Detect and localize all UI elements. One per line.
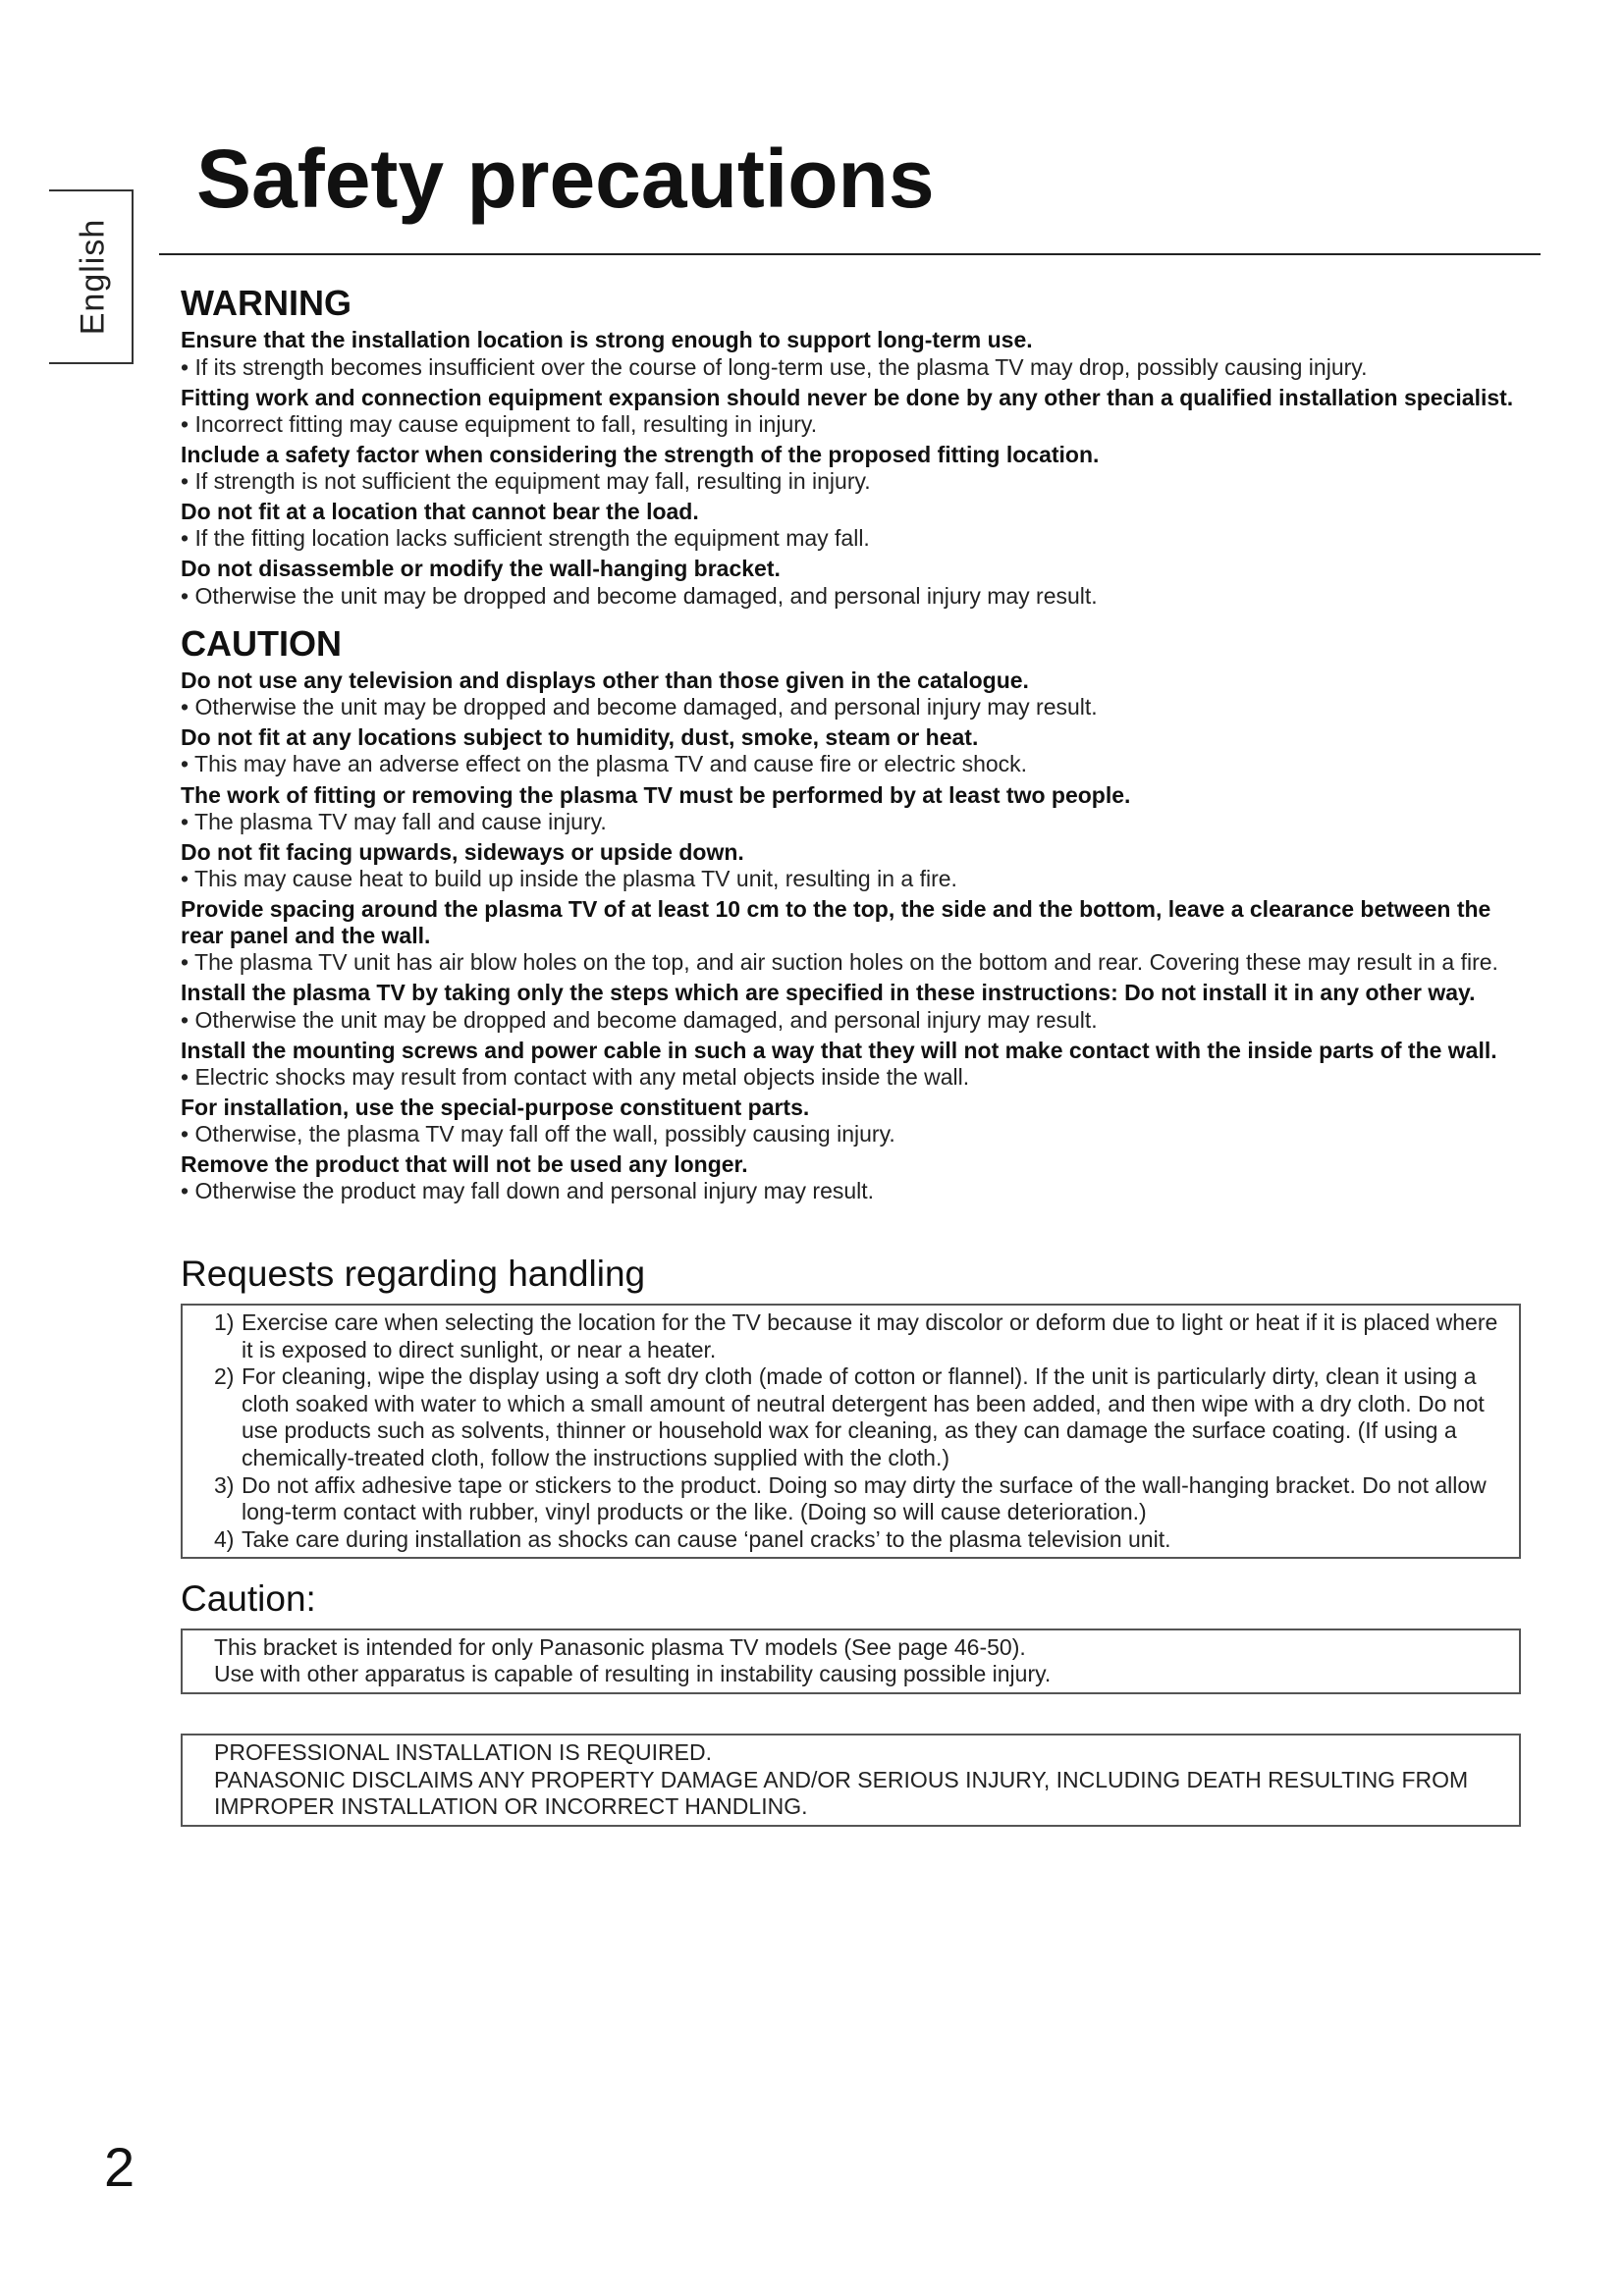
caution-item-head: Provide spacing around the plasma TV of at least 10 cm to the top, the side and the bottom, leave a clearance between the rear panel and the wall.: [181, 896, 1491, 949]
title-divider: [159, 253, 1541, 255]
warning-item-head: Do not fit at a location that cannot bear the load.: [181, 499, 699, 525]
caution-heading: CAUTION: [181, 622, 342, 664]
caution-note-box: [181, 1629, 1521, 1694]
request-text: Do not affix adhesive tape or stickers to the product. Doing so may dirty the surface of the wall-hanging bracket. Do not allow long-term contact with rubber, vinyl products or the like. (Doing so will cause deterioration.): [242, 1471, 1487, 1525]
caution-note-line: Use with other apparatus is capable of resulting in instability causing possible injury.: [214, 1661, 1052, 1687]
page-title: Safety precautions: [196, 133, 935, 225]
caution-item: [181, 782, 1524, 835]
caution-item: [181, 896, 1524, 976]
caution-item-head: For installation, use the special-purpose constituent parts.: [181, 1094, 810, 1120]
page-number: 2: [104, 2136, 135, 2198]
warning-item-head: Do not disassemble or modify the wall-hanging bracket.: [181, 556, 781, 582]
main-content: [181, 283, 1524, 1827]
request-number: 1): [214, 1308, 235, 1335]
language-label: English: [74, 218, 112, 336]
request-item: [214, 1526, 1499, 1554]
caution-item-head: Do not fit facing upwards, sideways or upside down.: [181, 838, 744, 865]
request-number: 2): [214, 1363, 235, 1390]
warning-item-head: Fitting work and connection equipment expansion should never be done by any other than a qualified installation specialist.: [181, 384, 1514, 410]
caution-item-head: Remove the product that will not be used any longer.: [181, 1151, 748, 1178]
professional-line: PROFESSIONAL INSTALLATION IS REQUIRED.: [214, 1739, 712, 1766]
caution-item-note: • Electric shocks may result from contact with any metal objects inside the wall.: [181, 1063, 970, 1090]
request-item: [214, 1309, 1499, 1363]
warning-item: [181, 556, 1524, 609]
caution-item-note: • Otherwise the unit may be dropped and become damaged, and personal injury may result.: [181, 694, 1098, 721]
caution-note-section: [181, 1578, 1524, 1694]
caution-item: [181, 1151, 1524, 1204]
warning-item-note: • If strength is not sufficient the equipment may fall, resulting in injury.: [181, 468, 871, 495]
caution-section: [181, 623, 1524, 1205]
caution-item: [181, 980, 1524, 1033]
warning-item-head: Ensure that the installation location is strong enough to support long-term use.: [181, 327, 1033, 353]
professional-line: PANASONIC DISCLAIMS ANY PROPERTY DAMAGE AND/OR SERIOUS INJURY, INCLUDING DEATH RESULTING FROM IMPROPER INSTALLATION OR INCORRECT HANDLING.: [214, 1766, 1469, 1820]
requests-section: [181, 1254, 1524, 1559]
warning-item: [181, 385, 1524, 438]
warning-item-note: • Incorrect fitting may cause equipment to fall, resulting in injury.: [181, 410, 818, 437]
caution-item-note: • The plasma TV unit has air blow holes on the top, and air suction holes on the bottom and rear. Covering these may result in a fire.: [181, 949, 1498, 976]
caution-item-head: The work of fitting or removing the plasma TV must be performed by at least two people.: [181, 781, 1131, 808]
caution-item-note: • Otherwise the unit may be dropped and become damaged, and personal injury may result.: [181, 1006, 1098, 1033]
professional-installation-box: [181, 1734, 1521, 1827]
caution-item: [181, 839, 1524, 892]
caution-item: [181, 724, 1524, 777]
request-text: Exercise care when selecting the location for the TV because it may discolor or deform due to light or heat if it is placed where it is exposed to direct sunlight, or near a heater.: [242, 1308, 1498, 1362]
warning-item-note: • If its strength becomes insufficient over the course of long-term use, the plasma TV may drop, possibly causing injury.: [181, 353, 1368, 380]
warning-section: [181, 283, 1524, 610]
warning-item: [181, 499, 1524, 552]
requests-heading: Requests regarding handling: [181, 1254, 646, 1295]
caution-item: [181, 1095, 1524, 1148]
warning-item: [181, 327, 1524, 380]
request-item: [214, 1472, 1499, 1526]
request-number: 3): [214, 1471, 235, 1498]
caution-item-note: • This may cause heat to build up inside the plasma TV unit, resulting in a fire.: [181, 865, 957, 891]
caution-item-head: Do not use any television and displays other than those given in the catalogue.: [181, 667, 1029, 694]
request-text: For cleaning, wipe the display using a soft dry cloth (made of cotton or flannel). If the unit is particularly dirty, clean it using a cloth soaked with water to which a small amount of neutral detergent has been added, and then wipe with a dry cloth. Do not use products such as solvents, thinner or household wax for cleaning, as they can damage the surface coating. (If using a chemically-treated cloth, follow the instructions supplied with the cloth.): [242, 1363, 1485, 1470]
warning-item-head: Include a safety factor when considering the strength of the proposed fitting location.: [181, 441, 1100, 467]
warning-heading: WARNING: [181, 283, 352, 323]
caution-item-note: • The plasma TV may fall and cause injury.: [181, 808, 607, 834]
caution-item-note: • Otherwise, the plasma TV may fall off the wall, possibly causing injury.: [181, 1121, 895, 1148]
caution-note-line: This bracket is intended for only Panasonic plasma TV models (See page 46-50).: [214, 1633, 1026, 1660]
requests-box: [181, 1304, 1521, 1559]
request-item: [214, 1363, 1499, 1471]
caution-note-heading: Caution:: [181, 1578, 316, 1620]
caution-item-head: Install the mounting screws and power cable in such a way that they will not make contact with the inside parts of the wall.: [181, 1037, 1497, 1063]
caution-item: [181, 667, 1524, 721]
caution-item: [181, 1038, 1524, 1091]
request-number: 4): [214, 1525, 235, 1552]
warning-item-note: • If the fitting location lacks sufficient strength the equipment may fall.: [181, 525, 870, 552]
warning-item-note: • Otherwise the unit may be dropped and become damaged, and personal injury may result.: [181, 582, 1098, 609]
request-text: Take care during installation as shocks can cause ‘panel cracks’ to the plasma television unit.: [242, 1525, 1171, 1552]
caution-item-head: Install the plasma TV by taking only the steps which are specified in these instructions: Do not install it in any other way.: [181, 980, 1476, 1006]
warning-item: [181, 442, 1524, 495]
caution-item-head: Do not fit at any locations subject to humidity, dust, smoke, steam or heat.: [181, 724, 979, 751]
caution-item-note: • Otherwise the product may fall down and personal injury may result.: [181, 1178, 875, 1204]
caution-item-note: • This may have an adverse effect on the plasma TV and cause fire or electric shock.: [181, 751, 1028, 777]
